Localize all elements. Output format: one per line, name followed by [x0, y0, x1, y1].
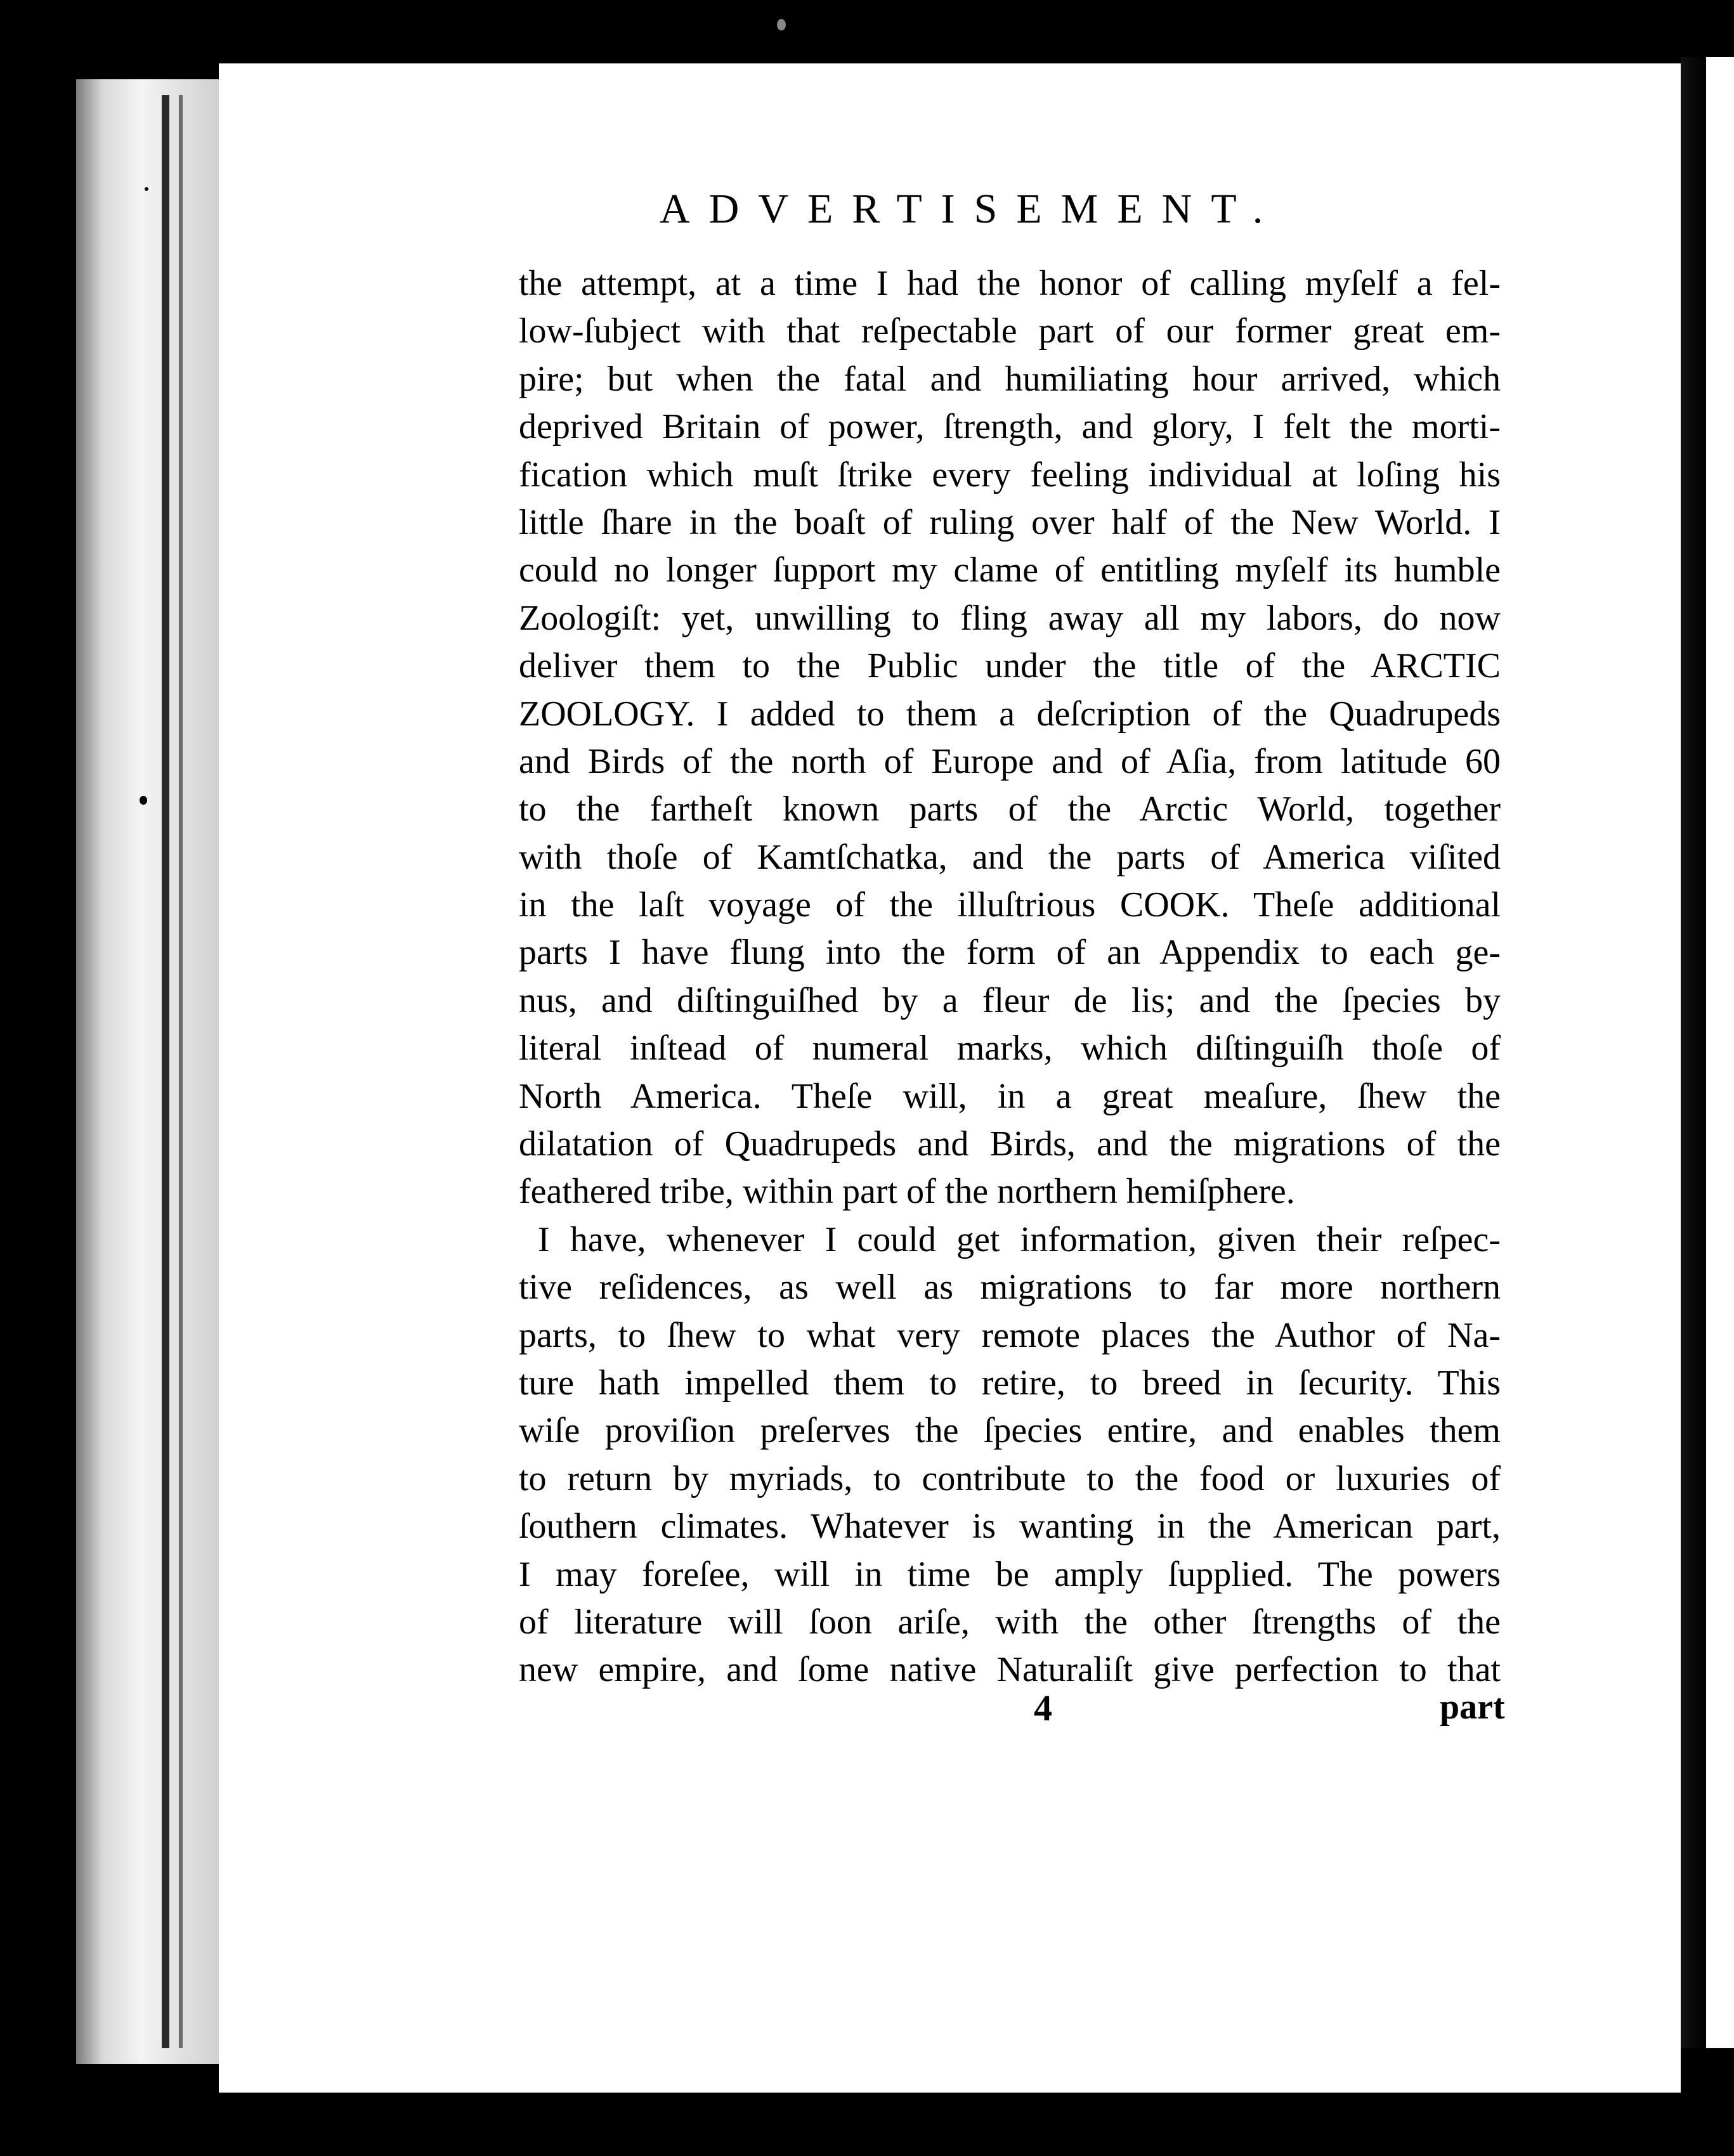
- text-line: little ſhare in the boaſt of ruling over half of the New World. I: [519, 502, 1501, 542]
- text-line: feathered tribe, within part of the northern hemiſphere.: [519, 1172, 1295, 1212]
- text-line: of literature will ſoon ariſe, with the other ſtrengths of the: [519, 1602, 1501, 1642]
- text-line: deprived Britain of power, ſtrength, and glory, I felt the morti-: [519, 407, 1501, 447]
- catchword: part: [1440, 1687, 1505, 1727]
- text-line: deliver them to the Public under the title of the ARCTIC: [519, 646, 1501, 686]
- text-line: ture hath impelled them to retire, to breed in ſecurity. This: [519, 1363, 1501, 1403]
- gutter-shadow: [1681, 57, 1706, 2048]
- text-line: ZOOLOGY. I added to them a deſcription of the Quadrupeds: [519, 694, 1501, 734]
- text-line: to return by myriads, to contribute to the food or luxuries of: [519, 1458, 1501, 1498]
- text-line: wiſe proviſion preſerves the ſpecies entire, and enables them: [519, 1411, 1501, 1451]
- text-line: in the laſt voyage of the illuſtrious COOK. Theſe additional: [519, 885, 1501, 925]
- page-left-edge: [76, 79, 222, 2064]
- body-text: [519, 260, 1501, 1694]
- running-head: ADVERTISEMENT.: [660, 186, 1282, 232]
- text-line: tive reſidences, as well as migrations to far more northern: [519, 1268, 1501, 1308]
- text-line: nus, and diſtinguiſhed by a fleur de lis; and the ſpecies by: [519, 980, 1501, 1020]
- scan-speck: [140, 796, 147, 805]
- next-page-edge: [1706, 57, 1734, 2048]
- paragraph-1: [519, 260, 1501, 1216]
- scan-speck: [145, 187, 148, 191]
- text-line: the attempt, at a time I had the honor of calling myſelf a fel-: [519, 264, 1501, 303]
- text-line: I have, whenever I could get information, given their reſpec-: [538, 1219, 1501, 1259]
- binding-line: [162, 95, 169, 2048]
- text-line: Zoologiſt: yet, unwilling to fling away all my labors, do now: [519, 598, 1501, 638]
- text-line: low-ſubject with that reſpectable part of our former great em-: [519, 311, 1501, 351]
- text-line: new empire, and ſome native Naturaliſt give perfection to that: [519, 1650, 1501, 1690]
- text-line: to the fartheſt known parts of the Arctic World, together: [519, 789, 1501, 829]
- signature-mark: 4: [1034, 1687, 1052, 1729]
- text-line: parts I have flung into the form of an Appendix to each ge-: [519, 933, 1501, 973]
- text-line: could no longer ſupport my clame of entitling myſelf its humble: [519, 550, 1501, 590]
- text-line: with thoſe of Kamtſchatka, and the parts of America viſited: [519, 837, 1501, 877]
- text-line: literal inſtead of numeral marks, which diſtinguiſh thoſe of: [519, 1029, 1501, 1068]
- binding-line-inner: [179, 95, 183, 2048]
- paragraph-2: [519, 1216, 1501, 1694]
- text-line: parts, to ſhew to what very remote places the Author of Na-: [519, 1315, 1501, 1355]
- text-line: and Birds of the north of Europe and of Aſia, from latitude 60: [519, 741, 1501, 781]
- text-line: dilatation of Quadrupeds and Birds, and the migrations of the: [519, 1124, 1501, 1164]
- text-line: fication which muſt ſtrike every feeling individual at loſing his: [519, 455, 1501, 495]
- text-line: pire; but when the fatal and humiliating hour arrived, which: [519, 359, 1501, 399]
- text-line: ſouthern climates. Whatever is wanting in the American part,: [519, 1507, 1501, 1547]
- scan-speck: [777, 19, 786, 30]
- text-line: North America. Theſe will, in a great meaſure, ſhew the: [519, 1076, 1501, 1116]
- text-line: I may foreſee, will in time be amply ſupplied. The powers: [519, 1554, 1501, 1594]
